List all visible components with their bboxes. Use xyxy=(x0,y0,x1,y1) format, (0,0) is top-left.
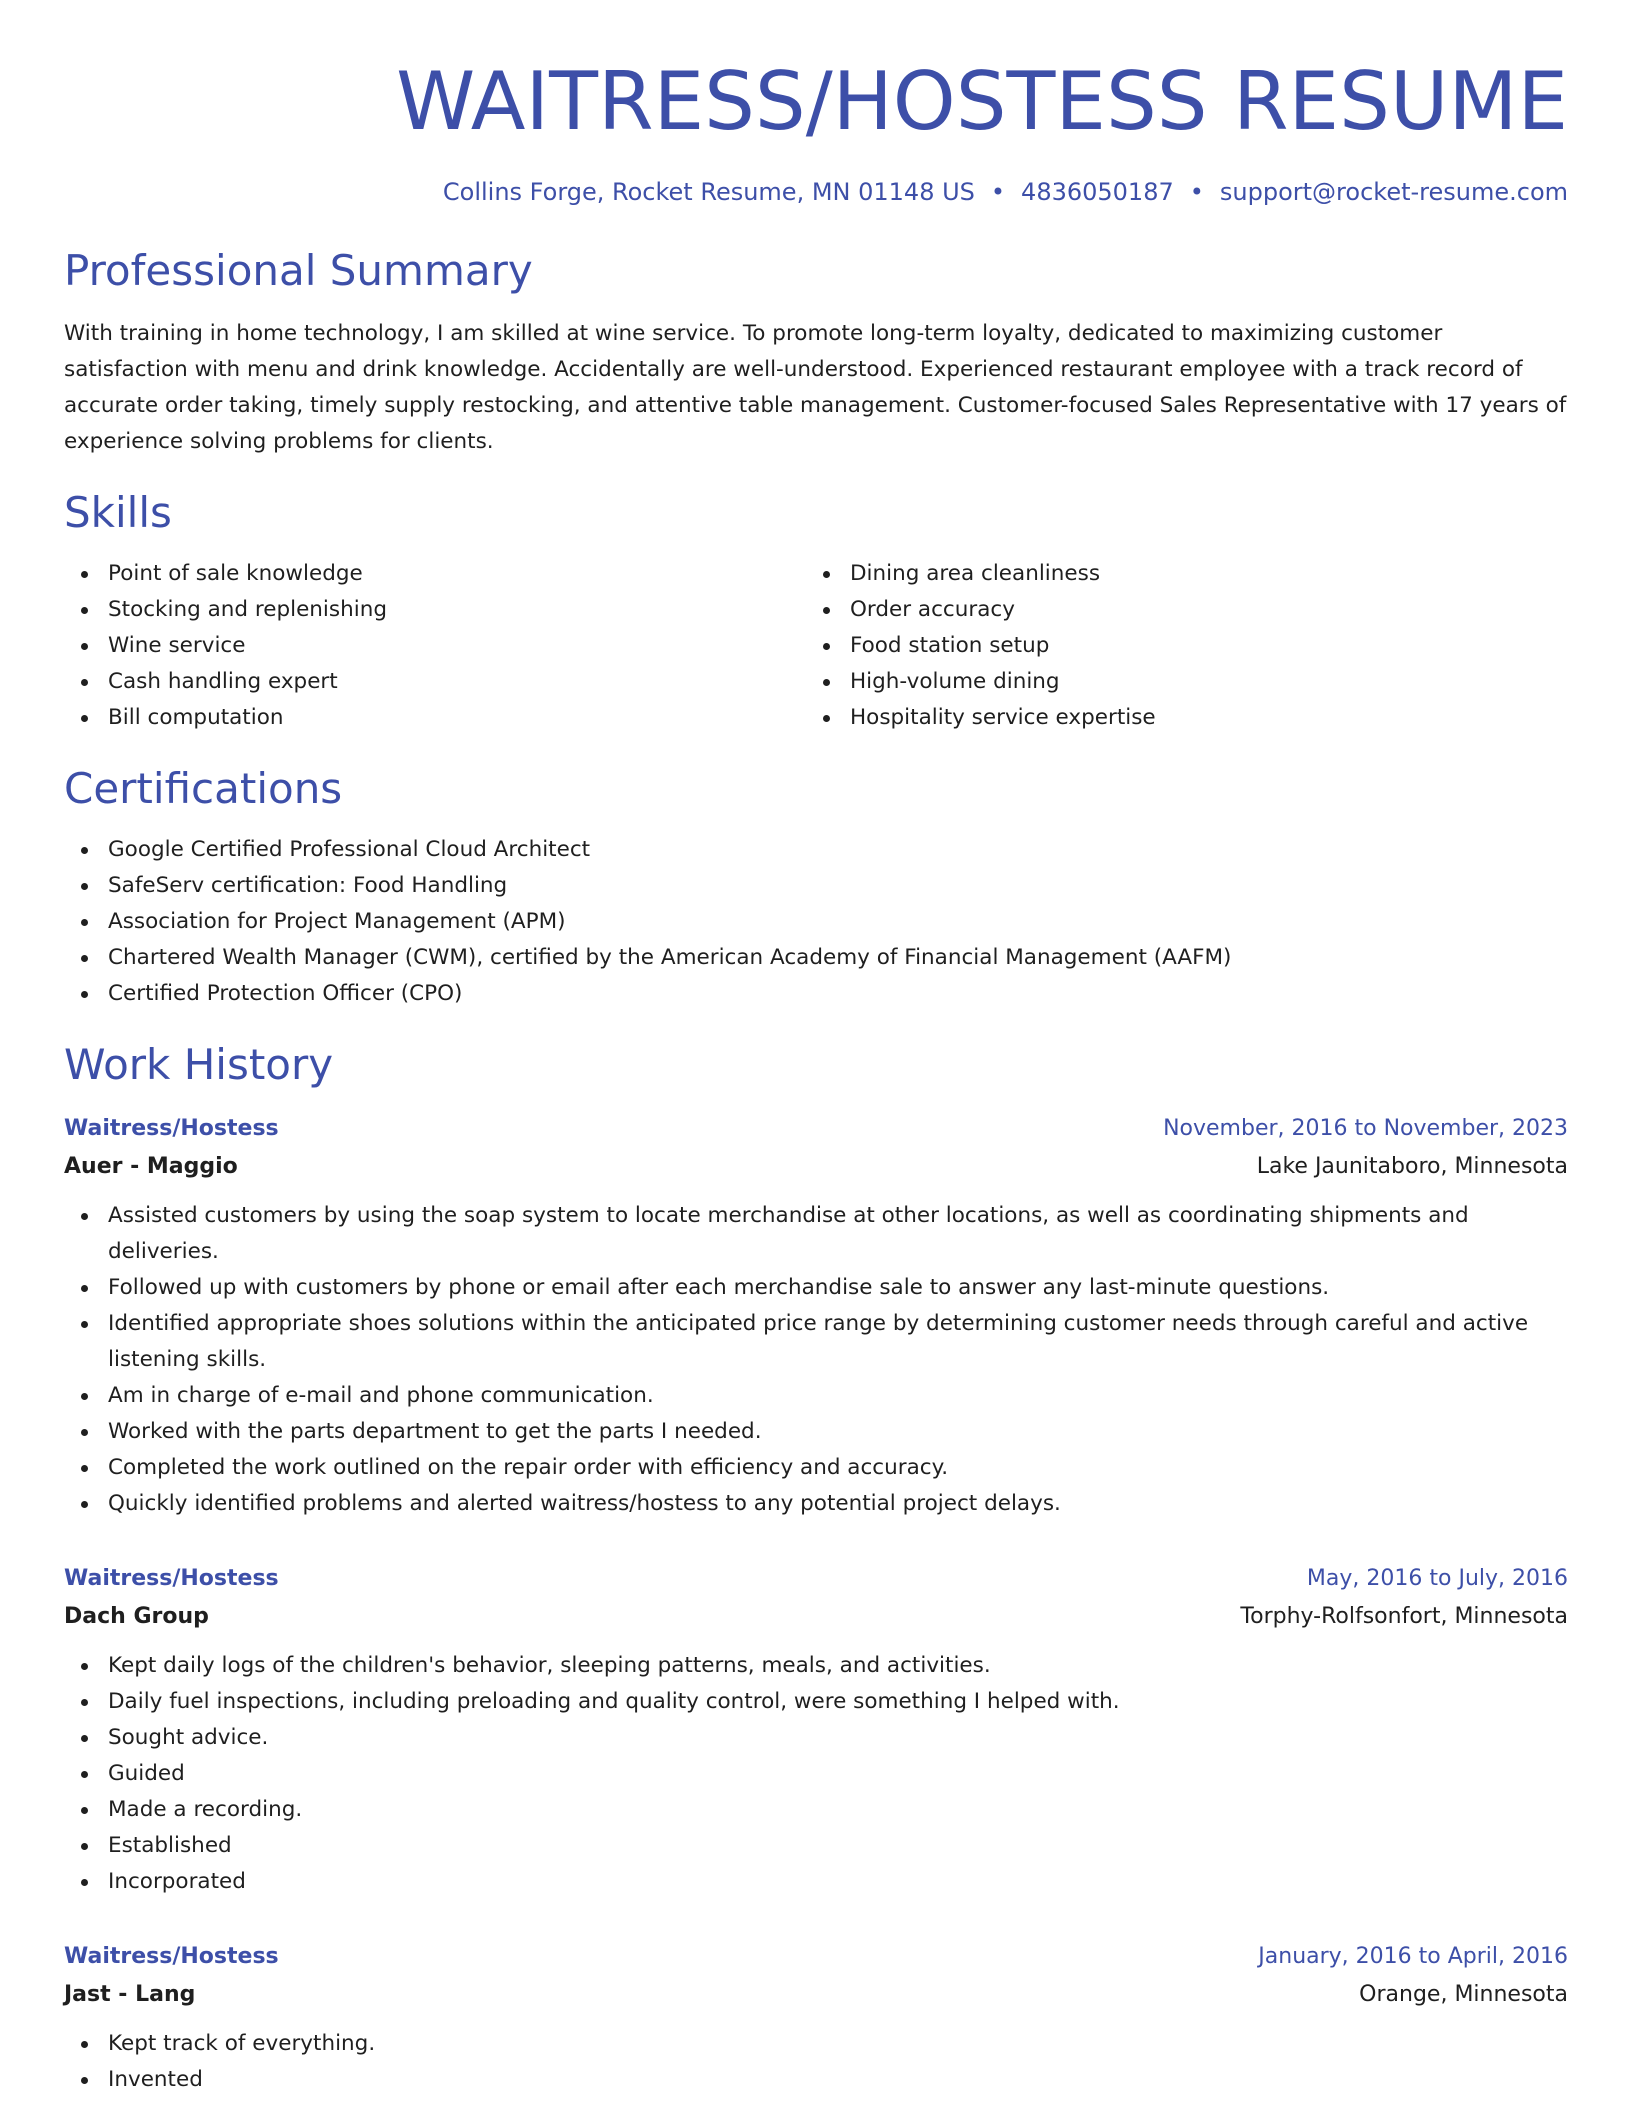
contact-email: support@rocket-resume.com xyxy=(1219,178,1568,206)
job-duties-list xyxy=(64,1198,1568,1522)
section-title: Work History xyxy=(64,1040,334,1089)
job-dates: November, 2016 to November, 2023 xyxy=(1163,1116,1568,1141)
job-title: Waitress/Hostess xyxy=(64,1566,279,1591)
work-history-section xyxy=(64,1040,1568,2098)
job-duty: Established xyxy=(64,1828,1568,1864)
skill-item: Point of sale knowledge xyxy=(64,556,806,592)
job-company: Auer - Maggio xyxy=(64,1154,238,1179)
skills-column-right xyxy=(806,556,1548,736)
job-duty: Worked with the parts department to get the parts I needed. xyxy=(64,1414,1568,1450)
contact-separator: • xyxy=(1189,178,1204,206)
job-location: Torphy-Rolfsonfort, Minnesota xyxy=(1240,1604,1568,1629)
job-duty: Incorporated xyxy=(64,1864,1568,1900)
resume-page xyxy=(64,0,1568,2098)
job-location: Orange, Minnesota xyxy=(1359,1982,1568,2007)
job-title: Waitress/Hostess xyxy=(64,1944,279,1969)
certifications-section xyxy=(64,764,1568,1012)
skill-item: Order accuracy xyxy=(806,592,1548,628)
skill-item: High-volume dining xyxy=(806,664,1548,700)
job-entry xyxy=(64,1560,1568,1900)
contact-address: Collins Forge, Rocket Resume, MN 01148 US xyxy=(442,178,975,206)
certification-item: Chartered Wealth Manager (CWM), certified by the American Academy of Financial Management (AAFM) xyxy=(64,940,1568,976)
skill-item: Wine service xyxy=(64,628,806,664)
section-title: Skills xyxy=(64,488,172,537)
certification-item: Certified Protection Officer (CPO) xyxy=(64,976,1568,1012)
job-entry xyxy=(64,1110,1568,1522)
job-duty: Guided xyxy=(64,1756,1568,1792)
summary-text: With training in home technology, I am skilled at wine service. To promote long-term loyalty, dedicated to maximizing customer satisfaction with menu and drink knowledge. Accidentally are well-understood. Experienced restaurant employee with a track record of accurate order taking, timely supply restocking, and attentive table management. Customer-focused Sales Representative with 17 years of experience solving problems for clients. xyxy=(64,321,1567,454)
skill-item: Dining area cleanliness xyxy=(806,556,1548,592)
job-location: Lake Jaunitaboro, Minnesota xyxy=(1256,1154,1568,1179)
job-duty: Kept daily logs of the children's behavior, sleeping patterns, meals, and activities. xyxy=(64,1648,1568,1684)
job-company-row xyxy=(64,1598,1568,1636)
job-company-row xyxy=(64,1148,1568,1186)
skills-column-left xyxy=(64,556,806,736)
job-dates: January, 2016 to April, 2016 xyxy=(1258,1944,1568,1969)
skill-item: Hospitality service expertise xyxy=(806,700,1548,736)
skills-list-right xyxy=(806,556,1548,736)
job-company: Jast - Lang xyxy=(64,1982,196,2007)
job-duty: Completed the work outlined on the repair order with efficiency and accuracy. xyxy=(64,1450,1568,1486)
job-header-row xyxy=(64,1110,1568,1148)
job-company: Dach Group xyxy=(64,1604,209,1629)
skill-item: Stocking and replenishing xyxy=(64,592,806,628)
skills-grid xyxy=(64,556,1568,736)
job-header-row xyxy=(64,1938,1568,1976)
certifications-list xyxy=(64,832,1568,1012)
job-duty: Identified appropriate shoes solutions within the anticipated price range by determining customer needs through careful and active listening skills. xyxy=(64,1306,1568,1378)
job-duty: Assisted customers by using the soap system to locate merchandise at other locations, as well as coordinating shipments and deliveries. xyxy=(64,1198,1568,1270)
job-duty: Kept track of everything. xyxy=(64,2026,1568,2062)
professional-summary-section xyxy=(64,246,1568,460)
job-duty: Quickly identified problems and alerted waitress/hostess to any potential project delays. xyxy=(64,1486,1568,1522)
contact-phone: 4836050187 xyxy=(1021,178,1174,206)
job-duty: Invented xyxy=(64,2062,1568,2098)
section-title: Professional Summary xyxy=(64,246,533,295)
skill-item: Bill computation xyxy=(64,700,806,736)
skill-item: Food station setup xyxy=(806,628,1548,664)
job-company-row xyxy=(64,1976,1568,2014)
skill-item: Cash handling expert xyxy=(64,664,806,700)
job-title: Waitress/Hostess xyxy=(64,1116,279,1141)
skills-list-left xyxy=(64,556,806,736)
section-title: Certifications xyxy=(64,764,343,813)
job-dates: May, 2016 to July, 2016 xyxy=(1306,1566,1568,1591)
certification-item: Association for Project Management (APM) xyxy=(64,904,1568,940)
job-entry xyxy=(64,1938,1568,2098)
job-duty: Followed up with customers by phone or email after each merchandise sale to answer any last-minute questions. xyxy=(64,1270,1568,1306)
contact-separator: • xyxy=(990,178,1006,206)
certification-item: Google Certified Professional Cloud Architect xyxy=(64,832,1568,868)
resume-name: WAITRESS/HOSTESS RESUME xyxy=(396,55,1568,148)
job-header-row xyxy=(64,1560,1568,1598)
certification-item: SafeServ certification: Food Handling xyxy=(64,868,1568,904)
contact-line xyxy=(64,176,1568,208)
job-duty: Made a recording. xyxy=(64,1792,1568,1828)
skills-section xyxy=(64,488,1568,736)
resume-header xyxy=(64,0,1568,208)
job-duties-list xyxy=(64,2026,1568,2098)
job-duty: Daily fuel inspections, including preloading and quality control, were something I helped with. xyxy=(64,1684,1568,1720)
job-duties-list xyxy=(64,1648,1568,1900)
job-duty: Sought advice. xyxy=(64,1720,1568,1756)
job-duty: Am in charge of e-mail and phone communication. xyxy=(64,1378,1568,1414)
